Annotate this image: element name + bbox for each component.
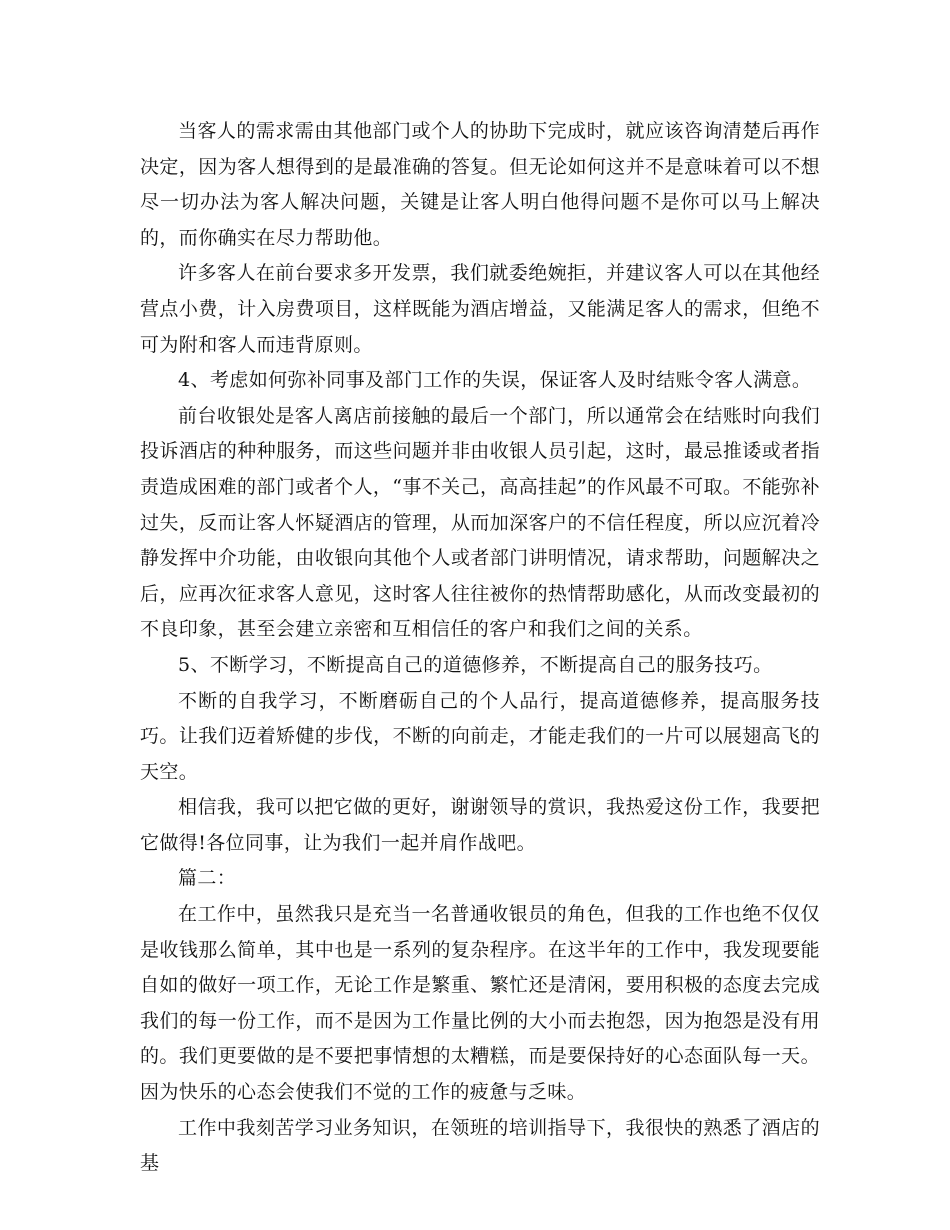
paragraph-consult-other-departments: 当客人的需求需由其他部门或个人的协助下完成时，就应该咨询清楚后再作决定，因为客人想得到的是最准确的答复。但无论如何这并不是意味着可以不想尽一切办法为客人解决问题，关键是让客人明白他得问题不是你可以马上解决的，而你确实在尽力帮助他。 <box>140 120 820 249</box>
section-heading-part-two: 篇二： <box>178 867 237 890</box>
paragraph-invoice-requests: 许多客人在前台要求多开发票，我们就委绝婉拒，并建议客人可以在其他经营点小费，计入房费项目，这样既能为酒店增益，又能满足客人的需求，但绝不可为附和客人而违背原则。 <box>140 262 820 356</box>
paragraph-front-desk-complaints: 前台收银处是客人离店前接触的最后一个部门，所以通常会在结账时向我们投诉酒店的种种服务，而这些问题并非由收银人员引起，这时，最忌推诿或者指责造成困难的部门或者个人，“事不关己，高高挂起”的作风最不可取。不能弥补过失，反而让客人怀疑酒店的管理，从而加深客户的不信任程度，所以应沉着冷静发挥中介功能，由收银向其他个人或者部门讲明情况，请求帮助，问题解决之后，应再次征求客人意见，这时客人往往被你的热情帮助感化，从而改变最初的不良印象，甚至会建立亲密和互相信任的客户和我们之间的关系。 <box>140 404 820 641</box>
document-body <box>140 114 820 1182</box>
paragraph-point-4-heading: 4、考虑如何弥补同事及部门工作的失误，保证客人及时结账令客人满意。 <box>178 369 812 392</box>
paragraph-self-learning: 不断的自我学习，不断磨砺自己的个人品行，提高道德修养，提高服务技巧。让我们迈着矫健的步伐，不断的向前走，才能走我们的一片可以展翅高飞的天空。 <box>140 689 820 783</box>
paragraph-study-business-knowledge: 工作中我刻苦学习业务知识，在领班的培训指导下，我很快的熟悉了酒店的基 <box>140 1116 820 1175</box>
paragraph-believe-me: 相信我，我可以把它做的更好，谢谢领导的赏识，我热爱这份工作，我要把它做得!各位同事，让为我们一起并肩作战吧。 <box>140 796 820 854</box>
paragraph-cashier-role: 在工作中，虽然我只是充当一名普通收银员的角色，但我的工作也绝不仅仅是收钱那么简单，其中也是一系列的复杂程序。在这半年的工作中，我发现要能自如的做好一项工作，无论工作是繁重、繁忙还是清闲，要用积极的态度去完成我们的每一份工作，而不是因为工作量比例的大小而去抱怨，因为抱怨是没有用的。我们更要做的是不要把事情想的太糟糕，而是要保持好的心态面队每一天。因为快乐的心态会使我们不觉的工作的疲惫与乏味。 <box>140 903 820 1104</box>
paragraph-point-5-heading: 5、不断学习，不断提高自己的道德修养，不断提高自己的服务技巧。 <box>178 653 773 676</box>
